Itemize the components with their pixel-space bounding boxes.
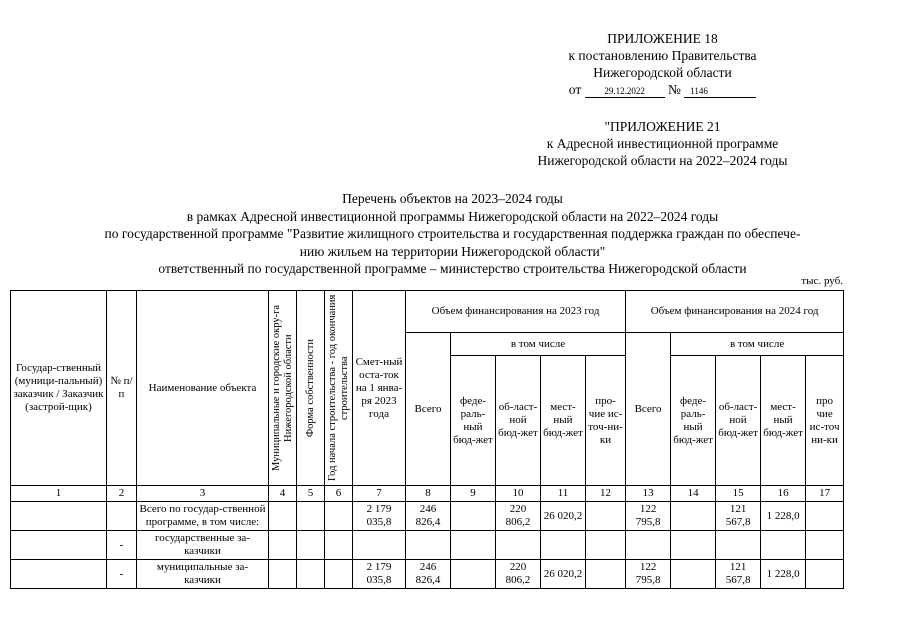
col-number: 11 [541, 486, 586, 502]
cell-years [325, 560, 353, 589]
cell-local-2023: 26 020,2 [541, 502, 586, 531]
cell-regional-2024: 121 567,8 [716, 502, 761, 531]
cell-local-2023: 26 020,2 [541, 560, 586, 589]
header-years [325, 291, 353, 486]
header-including-2024: в том числе [671, 333, 844, 356]
col-number: 6 [325, 486, 353, 502]
cell-total-2024: 122 795,8 [626, 502, 671, 531]
appendix-18-block [470, 30, 855, 98]
appendix-18-line1: к постановлению Правительства [568, 48, 757, 63]
cell-num: - [107, 560, 137, 589]
appendix-21-line2: Нижегородской области на 2022–2024 годы [537, 153, 788, 168]
appendix-18-date-line [470, 81, 855, 98]
cell-federal-2024 [671, 560, 716, 589]
cell-federal-2023 [451, 531, 496, 560]
header-years-text: Год начала строительства - год окончания строительства [326, 294, 350, 482]
header-name: Наименование объекта [137, 291, 269, 486]
col-number: 3 [137, 486, 269, 502]
column-number-row [11, 486, 844, 502]
resolution-date: 29.12.2022 [585, 85, 665, 98]
cell-regional-2023 [496, 531, 541, 560]
col-number: 12 [586, 486, 626, 502]
cell-estimate: 2 179 035,8 [353, 560, 406, 589]
unit-label: тыс. руб. [801, 275, 843, 287]
cell-total-2023 [406, 531, 451, 560]
cell-customer [11, 560, 107, 589]
cell-customer [11, 531, 107, 560]
header-ownership [297, 291, 325, 486]
col-number: 4 [269, 486, 297, 502]
cell-other-2023 [586, 502, 626, 531]
appendix-18-title: ПРИЛОЖЕНИЕ 18 [607, 31, 718, 46]
appendix-21-title: "ПРИЛОЖЕНИЕ 21 [604, 119, 721, 134]
table-row [11, 560, 844, 589]
col-number: 14 [671, 486, 716, 502]
header-local-2024: мест-ный бюд-жет [761, 356, 806, 486]
col-number: 17 [806, 486, 844, 502]
col-number: 15 [716, 486, 761, 502]
cell-total-2024 [626, 531, 671, 560]
cell-regional-2023: 220 806,2 [496, 560, 541, 589]
col-number: 1 [11, 486, 107, 502]
col-number: 16 [761, 486, 806, 502]
cell-local-2024: 1 228,0 [761, 560, 806, 589]
header-ownership-text: Форма собственности [304, 338, 316, 438]
cell-other-2024 [806, 560, 844, 589]
col-number: 13 [626, 486, 671, 502]
cell-regional-2024 [716, 531, 761, 560]
col-number: 5 [297, 486, 325, 502]
document-title [10, 190, 895, 278]
cell-total-2023: 246 826,4 [406, 502, 451, 531]
header-other-2024: про чие ис-точ ни-ки [806, 356, 844, 486]
cell-name: муниципальные за-казчики [137, 560, 269, 589]
financing-table [10, 290, 844, 589]
col-number: 10 [496, 486, 541, 502]
cell-district [269, 531, 297, 560]
cell-local-2024: 1 228,0 [761, 502, 806, 531]
cell-estimate [353, 531, 406, 560]
title-line-2: в рамках Адресной инвестиционной программы Нижегородской области на 2022–2024 годы [186, 208, 719, 224]
title-line-1: Перечень объектов на 2023–2024 годы [342, 191, 563, 206]
header-federal-2024: феде-раль-ный бюд-жет [671, 356, 716, 486]
cell-num: - [107, 531, 137, 560]
title-line-4: нию жильем на территории Нижегородской области" [299, 243, 606, 259]
cell-total-2023: 246 826,4 [406, 560, 451, 589]
cell-years [325, 531, 353, 560]
cell-name: государственные за-казчики [137, 531, 269, 560]
number-label: № [667, 82, 681, 97]
col-number: 2 [107, 486, 137, 502]
header-regional-2023: об-ласт-ной бюд-жет [496, 356, 541, 486]
cell-other-2023 [586, 560, 626, 589]
cell-other-2023 [586, 531, 626, 560]
cell-local-2023 [541, 531, 586, 560]
col-number: 8 [406, 486, 451, 502]
cell-ownership [297, 502, 325, 531]
header-including-2023: в том числе [451, 333, 626, 356]
cell-other-2024 [806, 531, 844, 560]
col-number: 9 [451, 486, 496, 502]
title-line-5: ответственный по государственной программе – министерство строительства Нижегородской области [158, 261, 747, 276]
cell-num [107, 502, 137, 531]
header-total-2023: Всего [406, 333, 451, 486]
header-local-2023: мест-ный бюд-жет [541, 356, 586, 486]
cell-local-2024 [761, 531, 806, 560]
cell-federal-2023 [451, 502, 496, 531]
header-num: № п/п [107, 291, 137, 486]
header-estimate: Смет-ный оста-ток на 1 янва-ря 2023 года [353, 291, 406, 486]
header-other-2023: про-чие ис-точ-ни-ки [586, 356, 626, 486]
cell-name: Всего по государ-ственной программе, в том числе: [137, 502, 269, 531]
header-district [269, 291, 297, 486]
header-district-text: Муниципальные и городские окру-га Нижегородской области [270, 304, 294, 472]
appendix-21-line1: к Адресной инвестиционной программе [546, 136, 779, 151]
cell-other-2024 [806, 502, 844, 531]
table-row [11, 502, 844, 531]
appendix-21-block [470, 118, 855, 169]
cell-years [325, 502, 353, 531]
from-label: от [568, 82, 582, 97]
cell-federal-2024 [671, 531, 716, 560]
resolution-number: 1146 [684, 85, 756, 98]
col-number: 7 [353, 486, 406, 502]
header-customer: Государ-ственный (муници-пальный) заказчик / Заказчик (застрой-щик) [11, 291, 107, 486]
cell-ownership [297, 560, 325, 589]
header-federal-2023: феде-раль-ный бюд-жет [451, 356, 496, 486]
cell-regional-2023: 220 806,2 [496, 502, 541, 531]
cell-estimate: 2 179 035,8 [353, 502, 406, 531]
header-total-2024: Всего [626, 333, 671, 486]
cell-customer [11, 502, 107, 531]
cell-total-2024: 122 795,8 [626, 560, 671, 589]
cell-ownership [297, 531, 325, 560]
header-regional-2024: об-ласт-ной бюд-жет [716, 356, 761, 486]
cell-district [269, 560, 297, 589]
cell-federal-2023 [451, 560, 496, 589]
title-line-3: по государственной программе "Развитие жилищного строительства и государственная поддержка граждан по обеспече- [104, 226, 801, 241]
header-fin-2023: Объем финансирования на 2023 год [406, 291, 626, 333]
table-row [11, 531, 844, 560]
cell-regional-2024: 121 567,8 [716, 560, 761, 589]
header-fin-2024: Объем финансирования на 2024 год [626, 291, 844, 333]
appendix-18-line2: Нижегородской области [593, 65, 732, 80]
cell-district [269, 502, 297, 531]
cell-federal-2024 [671, 502, 716, 531]
